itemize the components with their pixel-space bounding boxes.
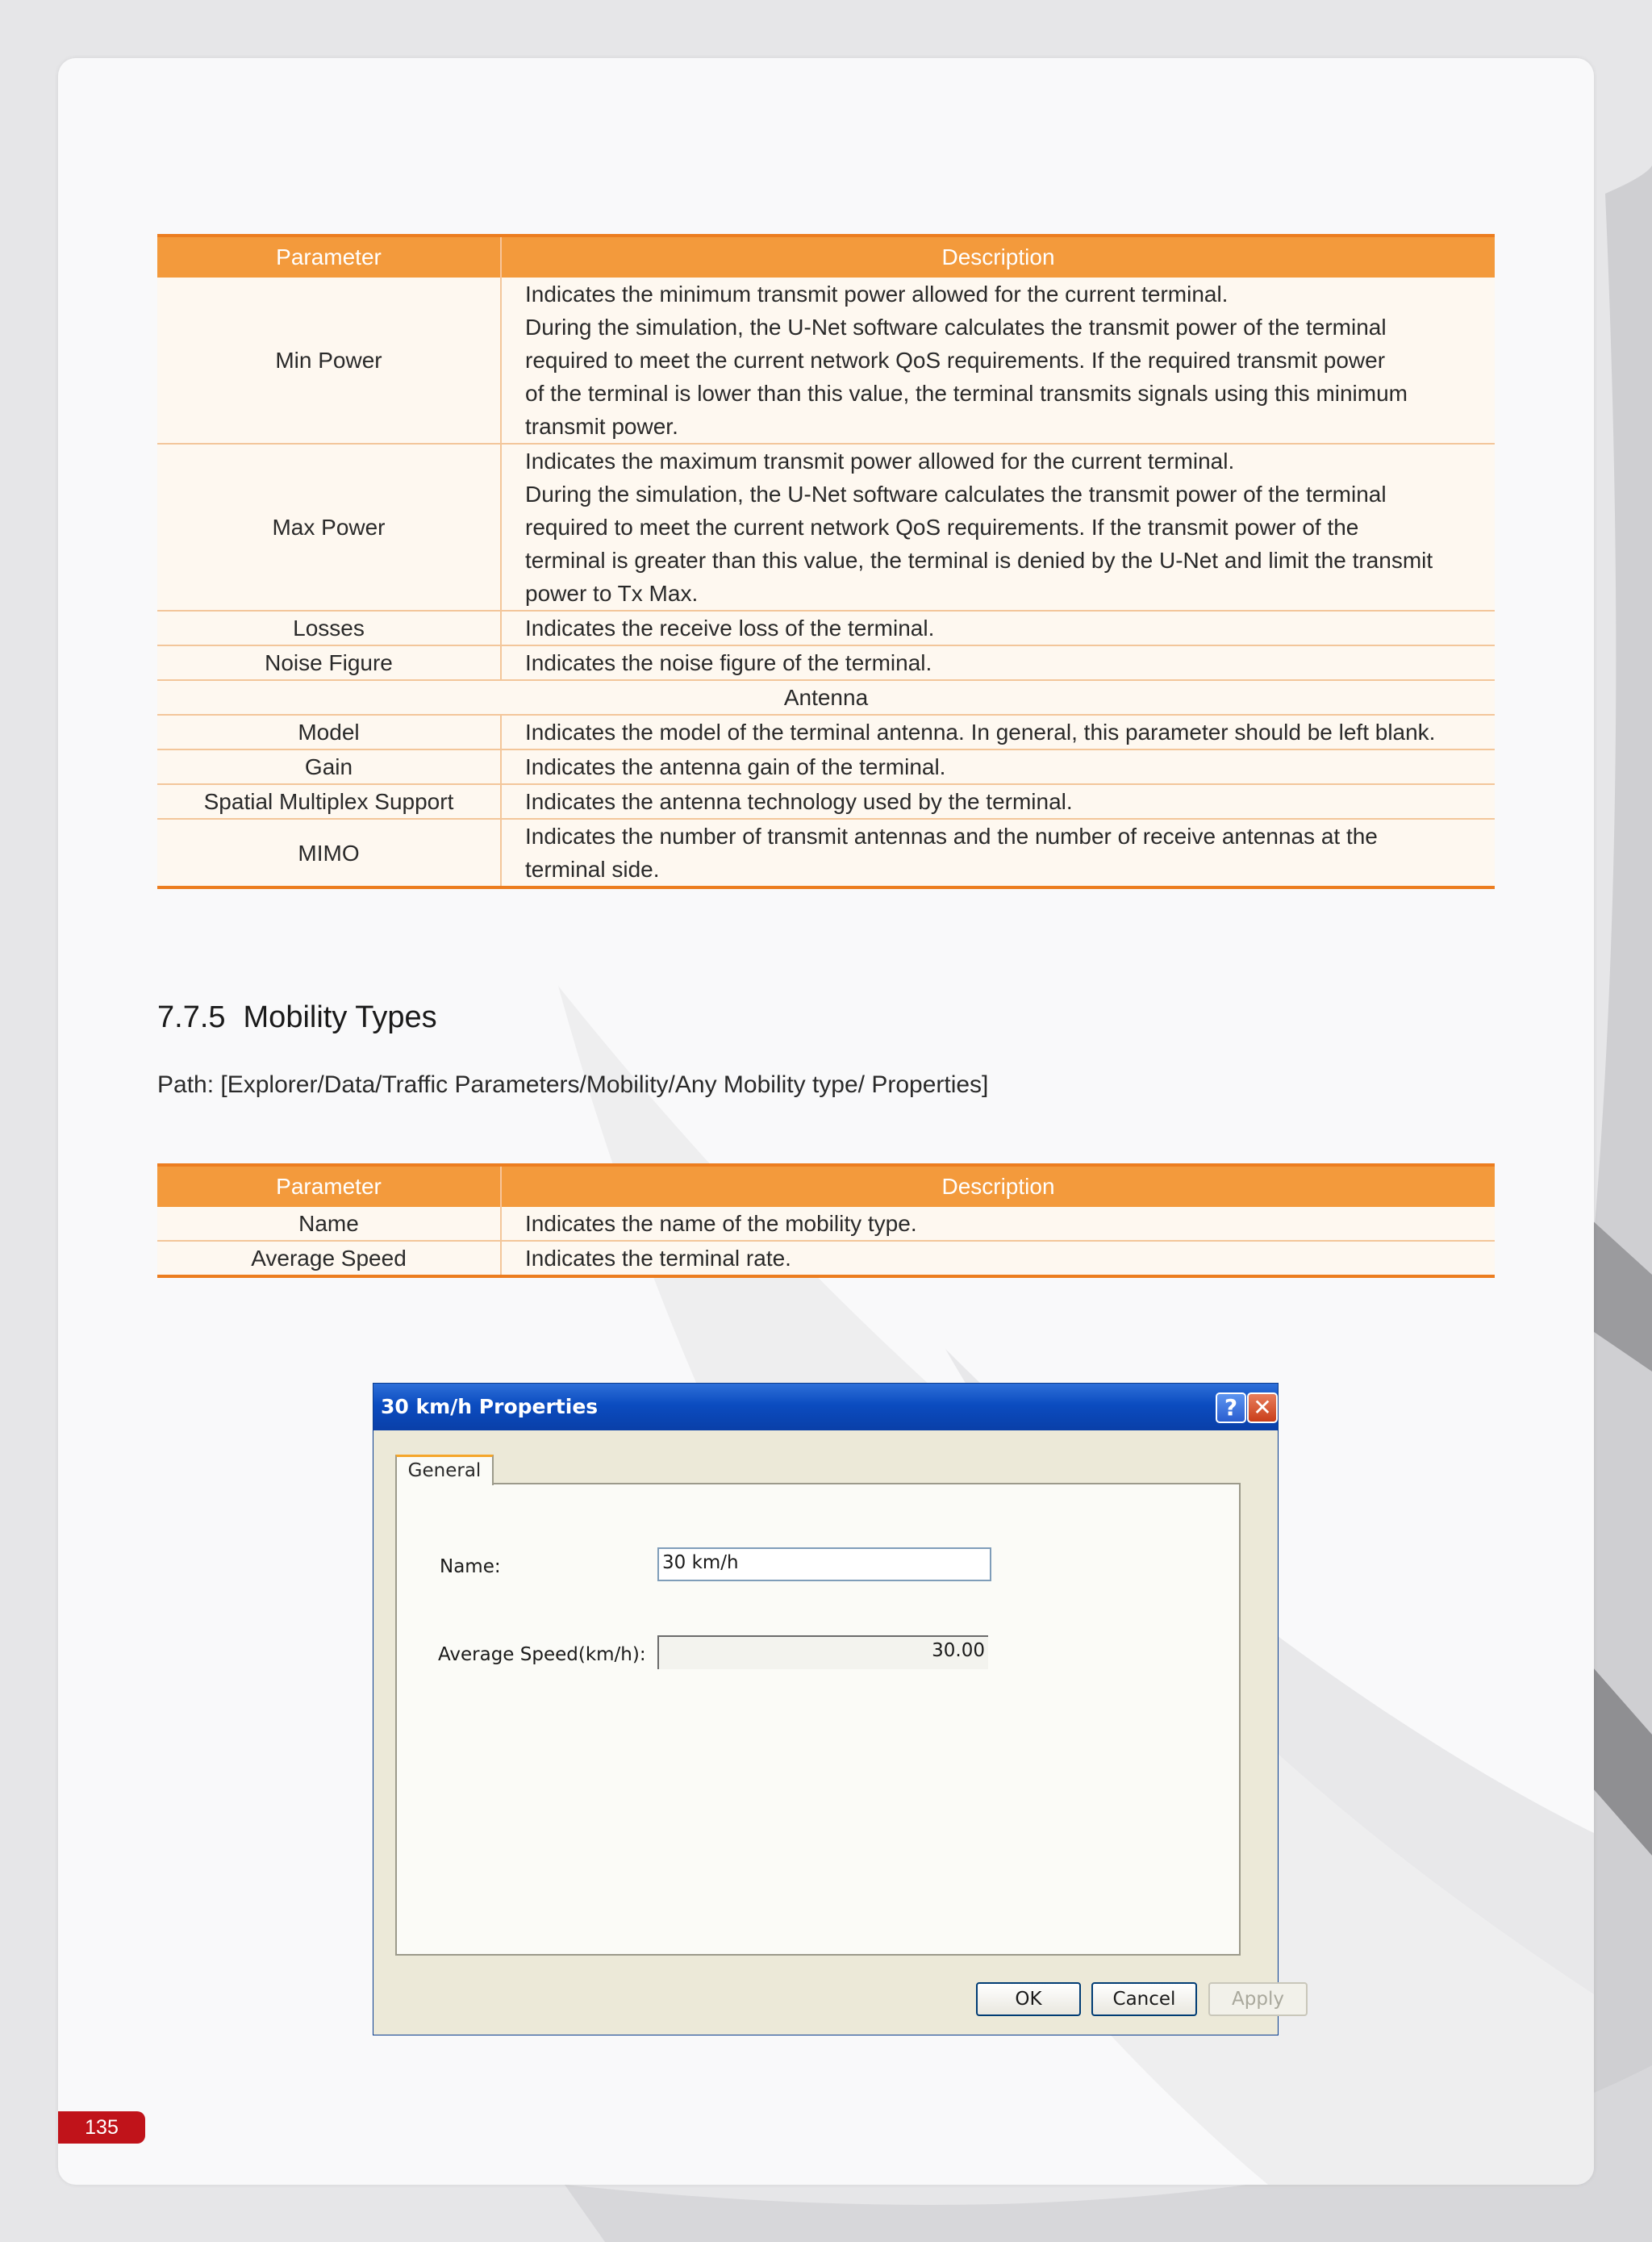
header-parameter: Parameter [157,236,501,278]
desc-cell: Indicates the model of the terminal antenna. In general, this parameter should be left blank. [501,715,1495,749]
param-cell: Noise Figure [157,645,501,680]
section-heading [157,1000,437,1035]
header-description: Description [501,1165,1495,1207]
page-number: 135 [58,2111,145,2144]
desc-line: Indicates the minimum transmit power allowed for the current terminal. [525,282,1229,307]
desc-line: Indicates the number of transmit antennas and the number of receive antennas at the [525,824,1378,849]
param-cell: Gain [157,749,501,784]
desc-cell: Indicates the receive loss of the terminal. [501,611,1495,645]
param-cell: MIMO [157,819,501,887]
terminal-parameters-table [157,234,1495,889]
dialog-titlebar[interactable] [373,1384,1278,1430]
table-row [157,1207,1495,1241]
document-page [58,58,1594,2185]
table-row [157,819,1495,887]
table-header-row [157,1165,1495,1207]
desc-line: Indicates the maximum transmit power allowed for the current terminal. [525,449,1235,474]
mobility-parameters-table [157,1163,1495,1278]
section-number: 7.7.5 [157,1000,226,1034]
cancel-button[interactable]: Cancel [1091,1982,1197,2016]
help-button[interactable]: ? [1216,1392,1246,1423]
desc-cell: Indicates the antenna technology used by the terminal. [501,784,1495,819]
dialog-title: 30 km/h Properties [381,1395,599,1418]
header-description: Description [501,236,1495,278]
tab-general[interactable]: General [395,1455,494,1485]
table-header-row [157,236,1495,278]
section-title: Mobility Types [243,1000,437,1034]
desc-line: transmit power. [525,414,678,439]
desc-line: required to meet the current network QoS requirements. If the required transmit power [525,348,1386,373]
desc-cell: Indicates the noise figure of the terminal. [501,645,1495,680]
table-row [157,784,1495,819]
table-row [157,444,1495,611]
desc-line: During the simulation, the U-Net software calculates the transmit power of the terminal [525,482,1387,507]
antenna-section-label: Antenna [157,680,1495,715]
average-speed-label: Average Speed(km/h): [438,1644,646,1665]
table-row [157,278,1495,444]
desc-line: of the terminal is lower than this value, the terminal transmits signals using this minimum [525,381,1408,406]
desc-line: terminal side. [525,857,660,882]
param-cell: Min Power [157,278,501,444]
close-button[interactable]: ✕ [1247,1392,1278,1423]
name-input[interactable]: 30 km/h [657,1547,991,1581]
desc-cell [501,278,1495,444]
table-row [157,611,1495,645]
average-speed-input[interactable]: 30.00 [657,1635,988,1669]
header-parameter: Parameter [157,1165,501,1207]
param-cell: Average Speed [157,1241,501,1276]
table-row [157,715,1495,749]
table-row [157,1241,1495,1276]
desc-cell: Indicates the terminal rate. [501,1241,1495,1276]
desc-cell: Indicates the name of the mobility type. [501,1207,1495,1241]
desc-cell: Indicates the antenna gain of the terminal. [501,749,1495,784]
name-label: Name: [440,1556,501,1577]
desc-cell [501,819,1495,887]
param-cell: Losses [157,611,501,645]
table-section-row [157,680,1495,715]
navigation-path: Path: [Explorer/Data/Traffic Parameters/Mobility/Any Mobility type/ Properties] [157,1071,989,1098]
desc-line: terminal is greater than this value, the terminal is denied by the U-Net and limit the transmit [525,548,1433,573]
desc-line: During the simulation, the U-Net software calculates the transmit power of the terminal [525,315,1387,340]
desc-line: power to Tx Max. [525,581,699,606]
table-row [157,749,1495,784]
param-cell: Model [157,715,501,749]
apply-button[interactable]: Apply [1208,1982,1308,2016]
param-cell: Spatial Multiplex Support [157,784,501,819]
properties-dialog [373,1383,1284,2035]
ok-button[interactable]: OK [976,1982,1081,2016]
param-cell: Max Power [157,444,501,611]
table-row [157,645,1495,680]
desc-cell [501,444,1495,611]
param-cell: Name [157,1207,501,1241]
desc-line: required to meet the current network QoS requirements. If the transmit power of the [525,515,1359,540]
